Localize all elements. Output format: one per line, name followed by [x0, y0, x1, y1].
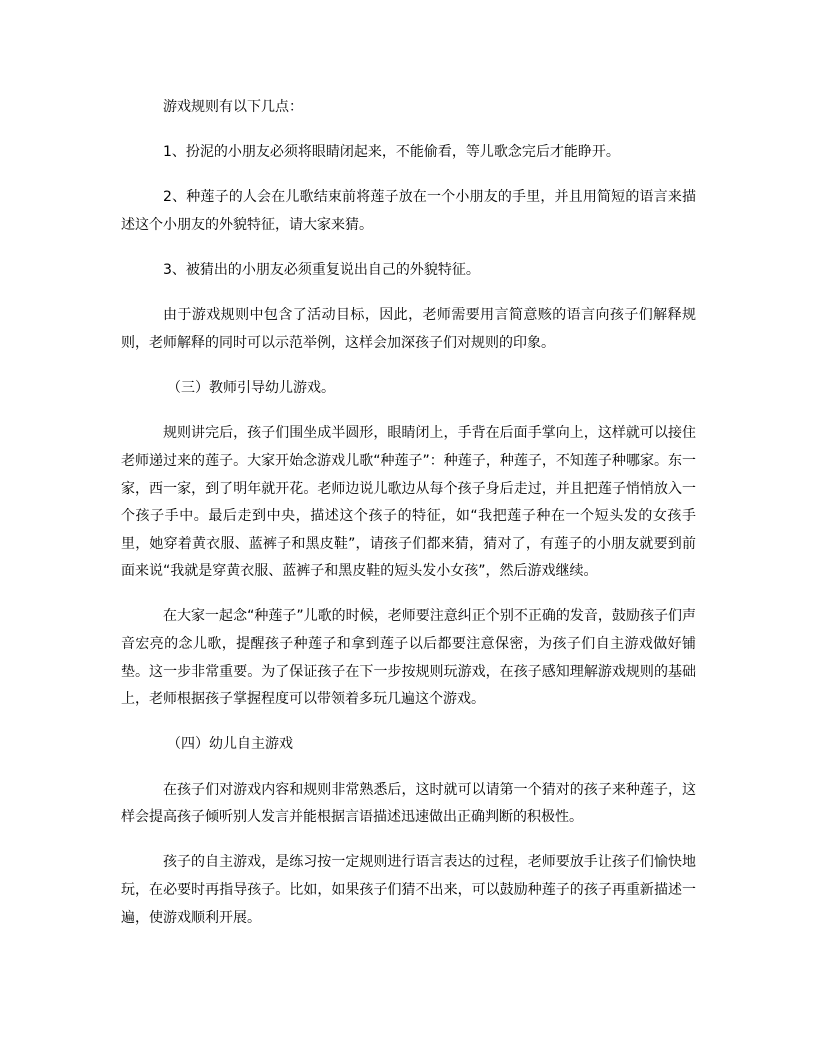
paragraph-teacher-guide: 规则讲完后，孩子们围坐成半圆形，眼睛闭上，手背在后面手掌向上，这样就可以接住老师递过来的莲子。大家开始念游戏儿歌“种莲子”：种莲子，种莲子，不知莲子种哪家。东一家，西一家，到了明年就开花。老师边说儿歌边从每个孩子身后走过，并且把莲子悄悄放入一个孩子手中。最后走到中央，描述这个孩子的特征，如“我把莲子种在一个短头发的女孩手里，她穿着黄衣服、蓝裤子和黑皮鞋”，请孩子们都来猜，猜对了，有莲子的小朋友就要到前面来说“我就是穿黄衣服、蓝裤子和黑皮鞋的短头发小女孩”，然后游戏继续。	[121, 425, 696, 580]
paragraph-rule-1: 1、扮泥的小朋友必须将眼睛闭起来，不能偷看，等儿歌念完后才能睁开。	[163, 144, 620, 161]
paragraph-rule-2: 2、种莲子的人会在儿歌结束前将莲子放在一个小朋友的手里，并且用简短的语言来描述这个小朋友的外貌特征，请大家来猜。	[121, 189, 696, 233]
document-body	[121, 94, 696, 932]
paragraph-rule-3: 3、被猜出的小朋友必须重复说出自己的外貌特征。	[163, 262, 480, 279]
paragraph-rules-explanation: 由于游戏规则中包含了活动目标，因此，老师需要用言简意赅的语言向孩子们解释规则，老师解释的同时可以示范举例，这样会加深孩子们对规则的印象。	[121, 307, 696, 351]
paragraph-free-play: 孩子的自主游戏，是练习按一定规则进行语言表达的过程，老师要放手让孩子们愉快地玩，在必要时再指导孩子。比如，如果孩子们猜不出来，可以鼓励种莲子的孩子再重新描述一遍，使游戏顺利开展。	[121, 854, 696, 926]
paragraph-familiar: 在孩子们对游戏内容和规则非常熟悉后，这时就可以请第一个猜对的孩子来种莲子，这样会提高孩子倾听别人发言并能根据言语描述迅速做出正确判断的积极性。	[121, 781, 696, 826]
paragraph-rules-intro: 游戏规则有以下几点：	[163, 99, 303, 115]
section-heading-4: （四）幼儿自主游戏	[167, 736, 293, 753]
section-heading-3: （三）教师引导幼儿游戏。	[167, 380, 335, 397]
paragraph-pronunciation: 在大家一起念“种莲子”儿歌的时候，老师要注意纠正个别不正确的发音，鼓励孩子们声音宏亮的念儿歌，提醒孩子种莲子和拿到莲子以后都要注意保密，为孩子们自主游戏做好铺垫。这一步非常重要。为了保证孩子在下一步按规则玩游戏，在孩子感知理解游戏规则的基础上，老师根据孩子掌握程度可以带领着多玩几遍这个游戏。	[121, 608, 696, 708]
